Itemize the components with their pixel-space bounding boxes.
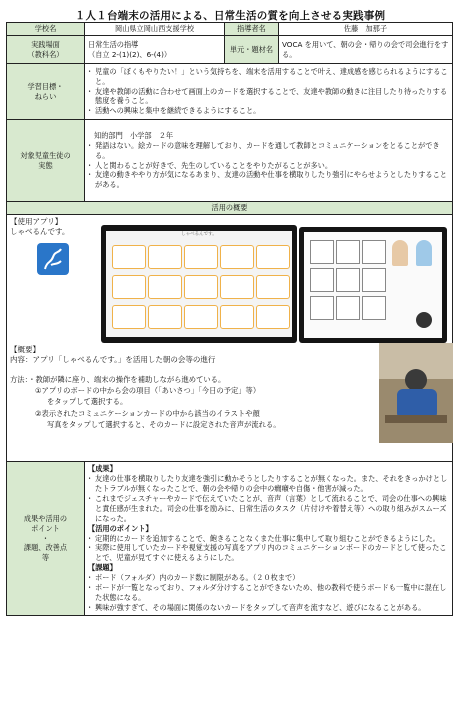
comm-card: [336, 296, 360, 320]
person-illustration: [416, 240, 432, 266]
school-name: 岡山県立岡山西支援学校: [85, 23, 225, 36]
summary-content: 内容：アプリ「しゃべるんです。」を活用した朝の会等の進行: [10, 354, 216, 364]
board-card: [112, 275, 146, 299]
issue-item: ・ ボードが一覧となっており、フォルダ分けすることができないため、他の教科で使うボードも一覧中に混在した状態になる。: [88, 583, 449, 603]
outcome-heading: 【成果】: [88, 463, 117, 473]
point-heading: 【活用のポイント】: [88, 523, 153, 533]
summary-step1-cont: をタップして選択する。: [47, 396, 128, 406]
goal-item: ・ 友達や教師の活動に合わせて画面上のカードを選択することで、友達や教師の動きに注目したり待ったりする態度を養うこと。: [88, 87, 449, 107]
speech-app-icon: [37, 243, 69, 275]
board-card: [148, 305, 182, 329]
goals-label: 学習目標・ ねらい: [7, 64, 85, 120]
cards-screen: [304, 232, 442, 338]
child-figure: [405, 369, 427, 391]
unit-value: VOCA を用いて、朝の会・帰りの会で司会進行をする。: [279, 36, 453, 64]
board-card: [256, 245, 290, 269]
goal-item: ・ 活動への興味と集中を継続できるようにすること。: [88, 106, 449, 116]
overview-section: [7, 214, 453, 461]
point-item: ・ 実際に使用していたカードや視覚支援の写真をアプリ内のコミュニケーションボードのカードとして使ったことで、児童が見てすぐに使えるようにした。: [88, 543, 449, 563]
results-content: [85, 461, 453, 615]
board-card: [220, 275, 254, 299]
board-card: [112, 305, 146, 329]
board-card: [148, 275, 182, 299]
comm-card: [310, 296, 334, 320]
comm-card: [336, 240, 360, 264]
summary-label: 【概要】: [10, 344, 40, 354]
results-label: 成果や活用の ポイント ・ 課題、改善点 等: [7, 461, 85, 615]
scene-value: 日常生活の指導 （自立 2-(1)(2)、6-(4)）: [85, 36, 225, 64]
person-illustration: [392, 240, 408, 266]
summary-step2-cont: 写真をタップして選択すると、そのカードに設定された音声が流れる。: [47, 419, 281, 429]
overview-header: 活用の概要: [7, 202, 453, 215]
student-item: ・ 友達の動きややり方が気になるあまり、友達の活動や仕事を横取りしたり強引にやらせようとしたりすることがある。: [88, 170, 449, 190]
board-card: [112, 245, 146, 269]
issue-item: ・ 興味が強すぎて、その場面に関係のないカードをタップして音声を流すなど、遊びになることがある。: [88, 603, 449, 613]
board-screen-title: しゃべるんです。: [181, 231, 217, 237]
app-label: 【使用アプリ】: [10, 216, 63, 226]
board-card: [256, 275, 290, 299]
teacher-label: 指導者名: [225, 23, 279, 36]
comm-card: [336, 268, 360, 292]
speaker-icon: [416, 312, 432, 328]
board-card: [220, 245, 254, 269]
board-card: [256, 305, 290, 329]
point-item: ・ 定期的にカードを追加することで、飽きることなくまた仕事に集中して取り組むことができるようにした。: [88, 534, 449, 544]
goal-item: ・ 児童の「ぼくもやりたい！」という気持ちを、端末を活用することで叶え、達成感を感じられるようにすること。: [88, 67, 449, 87]
student-grade: 知的部門 小学部 ２年: [94, 130, 174, 140]
document-title: １人１台端末の活用による、日常生活の質を向上させる実践事例: [74, 10, 386, 22]
comm-card: [310, 240, 334, 264]
board-card: [148, 245, 182, 269]
scene-label: 実践場面 （教科名）: [7, 36, 85, 64]
board-card: [184, 275, 218, 299]
comm-card: [362, 240, 386, 264]
board-card: [184, 245, 218, 269]
teacher-name: 佐藤 加那子: [279, 23, 453, 36]
unit-label: 単元・題材名: [225, 36, 279, 64]
outcome-item: ・ 友達の仕事を横取りしたり友達を強引に動かそうとしたりすることが無くなった。また、それをきっかけとしたトラブルが無くなったことで、朝の会や帰りの会中の癇癪や自傷・他害が減った。: [88, 474, 449, 494]
summary-step1: ①アプリのボードの中から会の項目（「あいさつ」「今日の予定」等）: [35, 385, 261, 395]
comm-card: [310, 268, 334, 292]
desk: [385, 415, 447, 423]
outcome-item: ・ これまでジェスチャーやカードで伝えていたことが、音声（言葉）として流れることで、司会の仕事への興味と責任感が生まれた。司会の仕事を励みに、日常生活のタスク（片付けや着替え等）への取り組みがスムーズになった。: [88, 494, 449, 524]
student-content: [85, 120, 453, 202]
comm-card: [362, 268, 386, 292]
student-item: ・ 人と関わることが好きで、先生のしていることをやりたがることが多い。: [88, 161, 449, 171]
app-icon: [37, 243, 69, 275]
student-label: 対象児童生徒の 実態: [7, 120, 85, 202]
case-table: [6, 22, 453, 616]
board-card: [184, 305, 218, 329]
issue-item: ・ ボード（フォルダ）内のカード数に制限がある。（２０枚まで）: [88, 573, 449, 583]
issue-heading: 【課題】: [88, 563, 117, 573]
student-item: ・ 発語はない。絵カードの意味を理解しており、カードを通して教師とコミュニケーションをとることができる。: [88, 141, 449, 161]
app-name: しゃべるんです。: [10, 226, 70, 236]
board-screen: [106, 231, 292, 337]
classroom-photo: [379, 343, 453, 443]
summary-method: 方法：・教師が隣に座り、端末の操作を補助しながら進めている。: [10, 374, 226, 384]
school-label: 学校名: [7, 23, 85, 36]
goals-content: [85, 64, 453, 120]
comm-card: [362, 296, 386, 320]
board-card: [220, 305, 254, 329]
summary-step2: ②表示されたコミュニケーションカードの中から該当のイラストや顔: [35, 408, 260, 418]
